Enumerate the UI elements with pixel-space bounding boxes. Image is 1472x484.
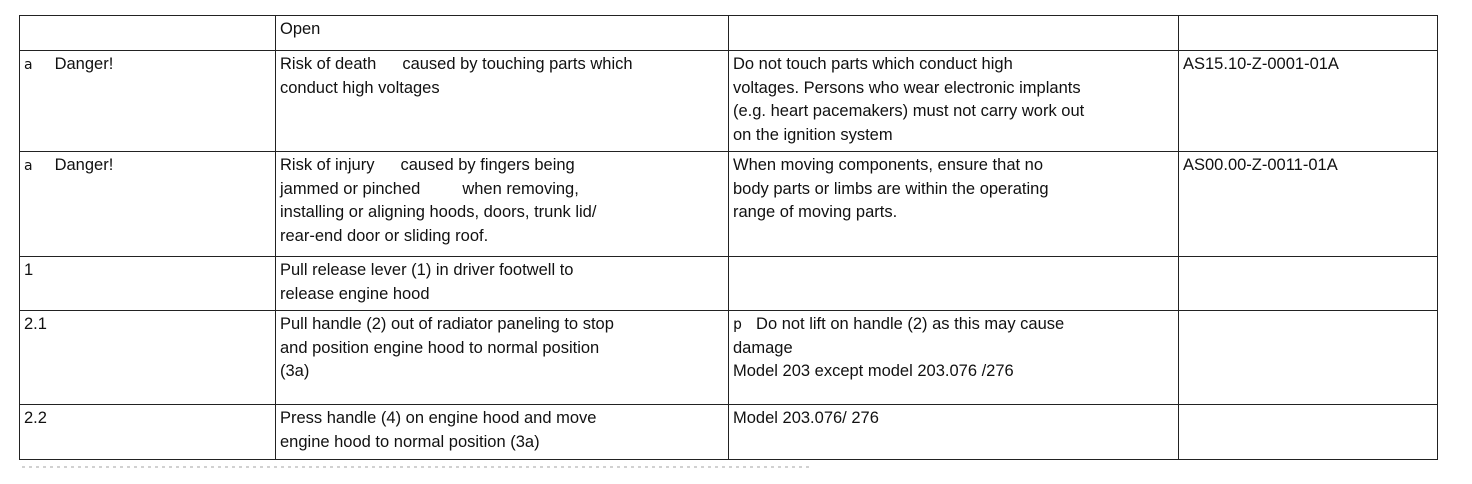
document-code: AS00.00-Z-0011-01A [1183, 156, 1338, 174]
cell-step-2-1-note [729, 311, 1179, 405]
risk-text: caused by touching parts which [402, 55, 633, 73]
risk-text: when removing, [462, 179, 579, 198]
step-number: 2.2 [24, 409, 47, 427]
risk-text: Risk of injury [280, 156, 375, 174]
cell-step-2-2-text [276, 405, 729, 460]
scan-artifact-line [22, 466, 812, 468]
step-text: Pull handle (2) out of radiator paneling to stop [280, 315, 614, 333]
cell-step-1-code [1179, 257, 1438, 311]
measure-text: voltages. Persons who wear electronic implants [733, 78, 1081, 97]
step-text: Pull release lever (1) in driver footwell to [280, 261, 574, 279]
note-text: Model 203.076/ 276 [733, 409, 879, 427]
table-row-danger-1 [20, 51, 1438, 152]
cell-open-col2 [276, 16, 729, 51]
note-text: Do not lift on handle (2) as this may cause [756, 315, 1065, 333]
step-text: (3a) [280, 362, 310, 380]
cell-danger-1-risk [276, 51, 729, 152]
measure-text: range of moving parts. [733, 203, 898, 221]
step-text: engine hood to normal position (3a) [280, 432, 540, 451]
danger-label: Danger! [54, 55, 114, 73]
danger-label: Danger! [54, 156, 114, 174]
cell-step-1-note [729, 257, 1179, 311]
cell-danger-1-code [1179, 51, 1438, 152]
cell-step-2-1-text [276, 311, 729, 405]
cell-step-1-num [20, 257, 276, 311]
risk-text: caused by fingers being [400, 156, 575, 174]
measure-text: When moving components, ensure that no [733, 156, 1044, 174]
cell-step-1-text [276, 257, 729, 311]
measure-text: Do not touch parts which conduct high [733, 55, 1013, 73]
danger-marker-icon: a [24, 57, 33, 73]
cell-danger-2-label [20, 152, 276, 257]
step-number: 2.1 [24, 315, 47, 333]
cell-step-2-1-code [1179, 311, 1438, 405]
cell-open-col1 [20, 16, 276, 51]
step-text: and position engine hood to normal position [280, 338, 600, 357]
measure-text: on the ignition system [733, 125, 893, 144]
table-row-step-1 [20, 257, 1438, 311]
cell-danger-2-risk [276, 152, 729, 257]
open-heading: Open [280, 20, 321, 38]
note-text: damage [733, 338, 793, 357]
risk-text: conduct high voltages [280, 78, 440, 97]
risk-text: installing or aligning hoods, doors, trunk lid/ [280, 203, 597, 221]
cell-danger-1-measure [729, 51, 1179, 152]
cell-danger-2-measure [729, 152, 1179, 257]
table-row-open [20, 16, 1438, 51]
measure-text: (e.g. heart pacemakers) must not carry work out [733, 102, 1085, 120]
risk-text: jammed or pinched [280, 179, 421, 198]
procedure-table [19, 15, 1438, 460]
table-row-step-2-1 [20, 311, 1438, 405]
cell-danger-1-label [20, 51, 276, 152]
cell-open-col4 [1179, 16, 1438, 51]
step-text: Press handle (4) on engine hood and move [280, 409, 597, 427]
risk-text: Risk of death [280, 55, 377, 73]
measure-text: body parts or limbs are within the operating [733, 179, 1049, 198]
document-code: AS15.10-Z-0001-01A [1183, 55, 1339, 73]
step-text: release engine hood [280, 284, 430, 303]
danger-marker-icon: a [24, 158, 33, 174]
note-text: Model 203 except model 203.076 /276 [733, 362, 1014, 380]
step-number: 1 [24, 261, 34, 279]
note-marker-icon: p [733, 315, 743, 333]
cell-step-2-2-note [729, 405, 1179, 460]
cell-step-2-2-code [1179, 405, 1438, 460]
risk-text: rear-end door or sliding roof. [280, 226, 489, 245]
cell-danger-2-code [1179, 152, 1438, 257]
table-row-step-2-2 [20, 405, 1438, 460]
cell-step-2-1-num [20, 311, 276, 405]
table-row-danger-2 [20, 152, 1438, 257]
cell-open-col3 [729, 16, 1179, 51]
cell-step-2-2-num [20, 405, 276, 460]
